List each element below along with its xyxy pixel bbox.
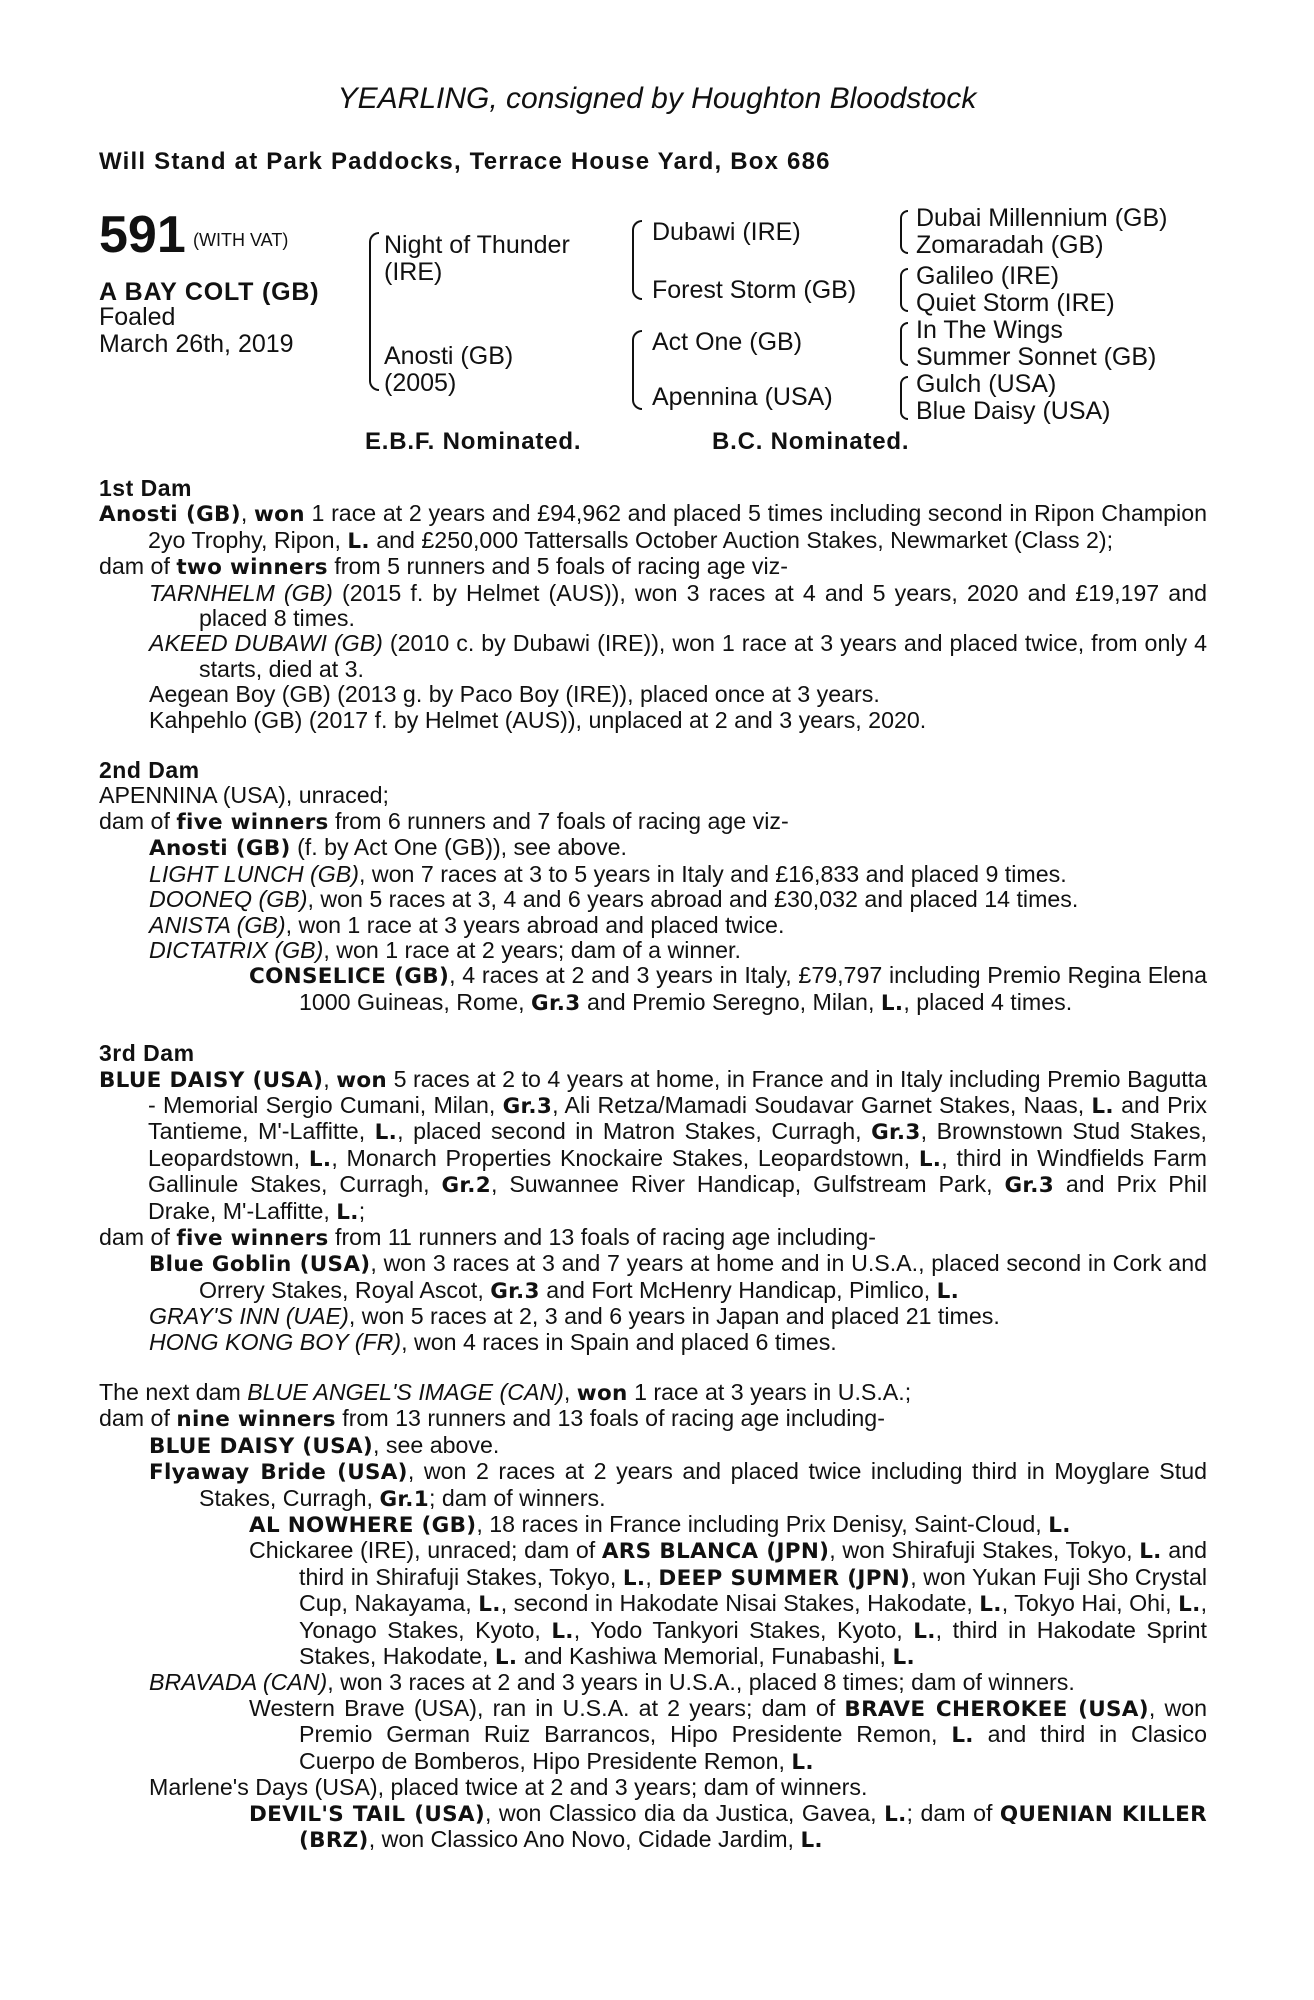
pedigree-brace-gen3-d: [900, 376, 908, 420]
third-dam-progeny: Blue Goblin (USA), won 3 races at 3 and 7 years at home and in U.S.A., placed second in Cork and Orrery Stakes, Royal Ascot, Gr.3 and Fort McHenry Handicap, Pimlico, L.: [149, 1250, 1207, 1304]
third-dam-progeny: HONG KONG BOY (FR), won 4 races in Spain and placed 6 times.: [149, 1328, 837, 1355]
next-dam-progeny: BRAVADA (CAN), won 3 races at 2 and 3 years in U.S.A., placed 8 times; dam of winners.: [149, 1669, 1075, 1696]
pedigree-dam-year: (2005): [384, 369, 457, 397]
pedigree-sd: Forest Storm (GB): [652, 276, 857, 304]
ebf-nominated: E.B.F. Nominated.: [365, 428, 582, 455]
pedigree-dss: In The Wings: [916, 316, 1063, 344]
second-dam-progeny: ANISTA (GB), won 1 race at 3 years abroad and placed twice.: [149, 911, 785, 938]
pedigree-brace-gen3-c: [900, 322, 908, 366]
first-dam-heading: 1st Dam: [99, 475, 192, 501]
first-dam-progeny: TARNHELM (GB) (2015 f. by Helmet (AUS)), won 3 races at 4 and 5 years, 2020 and £19,197 and placed 8 times.: [149, 579, 1207, 632]
next-dam-grand-progeny: Chickaree (IRE), unraced; dam of ARS BLANCA (JPN), won Shirafuji Stakes, Tokyo, L. and third in Shirafuji Stakes, Tokyo, L., DEEP SUMMER (JPN), won Yukan Fuji Sho Crystal Cup, Nakayama, L., second in Hakodate Nisai Stakes, Hakodate, L., Tokyo Hai, Ohi, L., Yonago Stakes, Kyoto, L., Yodo Tankyori Stakes, Kyoto, L., third in Hakodate Sprint Stakes, Hakodate, L. and Kashiwa Memorial, Funabashi, L.: [249, 1537, 1208, 1671]
pedigree-dam: Anosti (GB): [384, 342, 514, 370]
next-dam-progeny: BLUE DAISY (USA), see above.: [149, 1431, 500, 1459]
pedigree-dsd: Summer Sonnet (GB): [916, 343, 1157, 371]
pedigree-ddd: Blue Daisy (USA): [916, 397, 1111, 425]
pedigree-ds: Act One (GB): [652, 328, 803, 356]
stand-location: Will Stand at Park Paddocks, Terrace House Yard, Box 686: [99, 148, 831, 175]
second-dam-heading: 2nd Dam: [99, 757, 200, 784]
pedigree-sire-country: (IRE): [384, 258, 443, 286]
first-dam-progeny: Kahpehlo (GB) (2017 f. by Helmet (AUS)), unplaced at 2 and 3 years, 2020.: [149, 706, 927, 733]
bc-nominated: B.C. Nominated.: [712, 428, 910, 455]
next-dam-grand-progeny: Western Brave (USA), ran in U.S.A. at 2 years; dam of BRAVE CHEROKEE (USA), won Premio German Ruiz Barrancos, Hipo Presidente Remon, L. and third in Clasico Cuerpo de Bomberos, Hipo Presidente Remon, L.: [249, 1694, 1207, 1775]
next-dam-record: The next dam BLUE ANGEL'S IMAGE (CAN), won 1 race at 3 years in U.S.A.;: [99, 1379, 912, 1406]
pedigree-sdd: Quiet Storm (IRE): [916, 289, 1115, 317]
pedigree-brace-gen3-b: [900, 268, 908, 312]
second-dam-grand-progeny: CONSELICE (GB), 4 races at 2 and 3 years in Italy, £79,797 including Premio Regina Elena 1000 Guineas, Rome, Gr.3 and Premio Seregno, Milan, L., placed 4 times.: [249, 962, 1207, 1016]
pedigree-brace-gen2-dam: [632, 330, 642, 410]
lot-name: A BAY COLT (GB): [99, 278, 320, 306]
second-dam-progeny: LIGHT LUNCH (GB), won 7 races at 3 to 5 years in Italy and £16,833 and placed 9 times.: [149, 860, 1067, 887]
first-dam-record: Anosti (GB), won 1 race at 2 years and £94,962 and placed 5 times including second in Ripon Champion 2yo Trophy, Ripon, L. and £250,000 Tattersalls October Auction Stakes, Newmarket (Class 2);: [99, 500, 1207, 554]
next-dam-grand-progeny: AL NOWHERE (GB), 18 races in France including Prix Denisy, Saint-Cloud, L.: [249, 1511, 1071, 1539]
third-dam-produce-summary: dam of five winners from 11 runners and 13 foals of racing age including-: [99, 1223, 876, 1251]
pedigree-sds: Galileo (IRE): [916, 262, 1060, 290]
second-dam-progeny: Anosti (GB) (f. by Act One (GB)), see above.: [149, 834, 627, 862]
pedigree-brace-gen2-sire: [632, 220, 642, 300]
next-dam-progeny: Flyaway Bride (USA), won 2 races at 2 years and placed twice including third in Moyglare Stud Stakes, Curragh, Gr.1; dam of winners.: [149, 1458, 1207, 1512]
next-dam-grand-progeny: DEVIL'S TAIL (USA), won Classico dia da Justica, Gavea, L.; dam of QUENIAN KILLER (BRZ), won Classico Ano Novo, Cidade Jardim, L.: [249, 1799, 1207, 1853]
second-dam-progeny: DOONEQ (GB), won 5 races at 3, 4 and 6 years abroad and £30,032 and placed 14 times.: [149, 886, 1079, 913]
next-dam-progeny: Marlene's Days (USA), placed twice at 2 and 3 years; dam of winners.: [149, 1774, 868, 1801]
lot-number: 591: [99, 206, 186, 264]
second-dam-record: APENNINA (USA), unraced;: [99, 782, 389, 809]
catalogue-body: [99, 476, 1207, 1853]
third-dam-record: BLUE DAISY (USA), won 5 races at 2 to 4 years at home, in France and in Italy including Premio Bagutta - Memorial Sergio Cumani, Milan, Gr.3, Ali Retza/Mamadi Soudavar Garnet Stakes, Naas, L. and Prix Tantieme, M'-Laffitte, L., placed second in Matron Stakes, Curragh, Gr.3, Brownstown Stud Stakes, Leopardstown, L., Monarch Properties Knockaire Stakes, Leopardstown, L., third in Windfields Farm Gallinule Stakes, Curragh, Gr.2, Suwannee River Handicap, Gulfstream Park, Gr.3 and Prix Phil Drake, M'-Laffitte, L.;: [99, 1065, 1208, 1225]
pedigree-brace-gen3-a: [900, 210, 908, 254]
pedigree-sss: Dubai Millennium (GB): [916, 204, 1168, 232]
second-dam-progeny: DICTATRIX (GB), won 1 race at 2 years; dam of a winner.: [149, 936, 741, 963]
first-dam-progeny: AKEED DUBAWI (GB) (2010 c. by Dubawi (IRE)), won 1 race at 3 years and placed twice, from only 4 starts, died at 3.: [149, 630, 1207, 682]
third-dam-progeny: GRAY'S INN (UAE), won 5 races at 2, 3 and 6 years in Japan and placed 21 times.: [149, 1303, 1000, 1330]
first-dam-progeny: Aegean Boy (GB) (2013 g. by Paco Boy (IRE)), placed once at 3 years.: [149, 681, 880, 708]
pedigree-ssd: Zomaradah (GB): [916, 231, 1104, 259]
pedigree-dds: Gulch (USA): [916, 370, 1057, 398]
second-dam-produce-summary: dam of five winners from 6 runners and 7 foals of racing age viz-: [99, 807, 789, 835]
first-dam-produce-summary: dam of two winners from 5 runners and 5 foals of racing age viz-: [99, 553, 788, 581]
pedigree-brace-gen1: [369, 232, 379, 391]
next-dam-produce-summary: dam of nine winners from 13 runners and 13 foals of racing age including-: [99, 1405, 885, 1433]
pedigree-sire: Night of Thunder: [384, 231, 570, 259]
third-dam-heading: 3rd Dam: [99, 1040, 195, 1067]
pedigree-ss: Dubawi (IRE): [652, 218, 801, 246]
page-title: YEARLING, consigned by Houghton Bloodstock: [337, 82, 977, 115]
foaled-label: Foaled: [99, 303, 176, 331]
vat-label: (WITH VAT): [193, 230, 289, 250]
foaled-date: March 26th, 2019: [99, 330, 294, 358]
pedigree-dd: Apennina (USA): [652, 383, 833, 411]
